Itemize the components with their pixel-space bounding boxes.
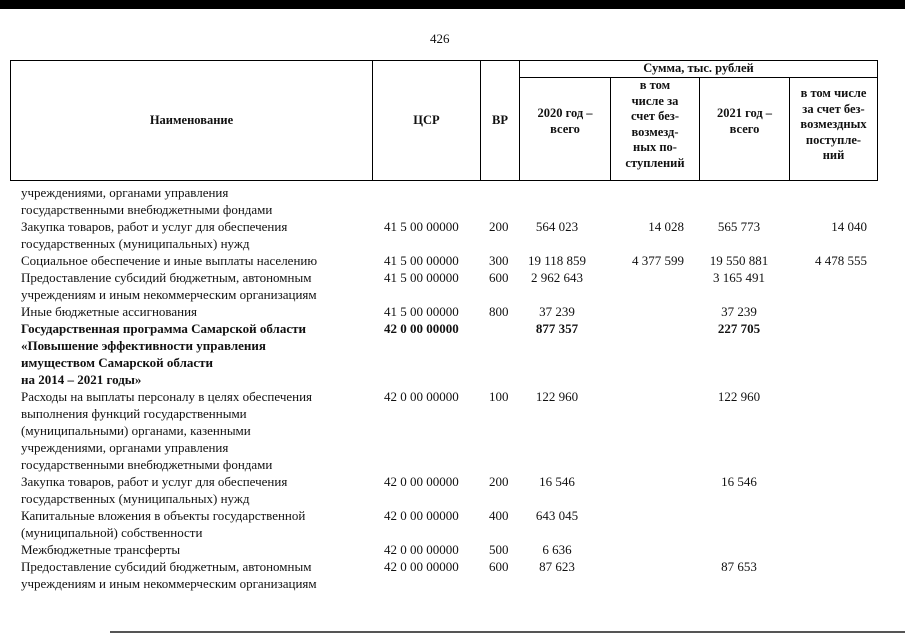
header-right-border xyxy=(877,60,878,181)
row-name-line: Государственная программа Самарской области xyxy=(21,321,306,336)
row-csr-cell: 42 0 00 00000 xyxy=(384,542,459,557)
header-2021-total xyxy=(700,106,789,137)
header-2020-gratuitous-line: числе за xyxy=(631,93,679,108)
header-2021-gratuitous-line: поступле- xyxy=(805,132,862,147)
row-y2020-cell: 643 045 xyxy=(535,508,579,523)
row-name-line: учреждениям и иным некоммерческим организациям xyxy=(21,287,317,302)
row-y2021-cell: 19 550 881 xyxy=(709,253,769,268)
row-y2020-cell: 2 962 643 xyxy=(531,270,583,285)
header-bottom-border xyxy=(10,180,878,181)
row-y2020-cell: 19 118 859 xyxy=(527,253,587,268)
row-name-line: государственных (муниципальных) нужд xyxy=(21,491,250,506)
header-sum-group: Сумма, тыс. рублей xyxy=(643,61,754,75)
row-name-line: государственными внебюджетными фондами xyxy=(21,457,273,472)
header-2021-gratuitous-line: ний xyxy=(822,148,845,162)
header-2020-gratuitous-line: в том xyxy=(639,78,671,92)
header-2020-total xyxy=(520,106,610,137)
row-y2020g-cell: 14 028 xyxy=(648,219,684,234)
header-2020-gratuitous-line: возмезд- xyxy=(631,124,679,139)
row-y2021-cell: 37 239 xyxy=(721,304,757,319)
row-y2021-cell: 227 705 xyxy=(717,321,761,336)
row-csr-cell: 41 5 00 00000 xyxy=(384,270,459,285)
header-2020-total-line: 2020 год – xyxy=(537,106,593,120)
row-name-line: Предоставление субсидий бюджетным, автономным xyxy=(21,559,312,574)
header-2021-gratuitous-line: за счет без- xyxy=(802,101,865,116)
row-y2020-cell: 122 960 xyxy=(535,389,579,404)
row-csr-cell: 41 5 00 00000 xyxy=(384,219,459,234)
row-vr-cell: 500 xyxy=(489,542,509,557)
row-name-line: имуществом Самарской области xyxy=(21,355,214,370)
header-2020-gratuitous-line: ных по- xyxy=(633,140,677,154)
table-header xyxy=(10,60,878,181)
row-name-line: «Повышение эффективности управления xyxy=(21,338,266,353)
row-name-line: выполнения функций государственными xyxy=(21,406,247,421)
row-name-line: Закупка товаров, работ и услуг для обеспечения xyxy=(21,474,288,489)
row-name-line: (муниципальными) органами, казенными xyxy=(21,423,251,438)
row-vr-cell: 600 xyxy=(489,270,509,285)
header-2020-gratuitous-line: счет без- xyxy=(631,109,679,123)
row-y2021-cell: 87 653 xyxy=(721,559,757,574)
header-2021-gratuitous-line: в том числе xyxy=(800,86,867,100)
row-name-line: на 2014 – 2021 годы» xyxy=(21,372,142,387)
row-name-line: государственными внебюджетными фондами xyxy=(21,202,273,217)
row-name-line: учреждениями, органами управления xyxy=(21,440,229,455)
row-vr-cell: 200 xyxy=(489,219,509,234)
row-csr-cell: 42 0 00 00000 xyxy=(384,321,459,336)
row-y2021g-cell: 4 478 555 xyxy=(815,253,867,268)
row-y2021-cell: 16 546 xyxy=(721,474,757,489)
row-y2020-cell: 564 023 xyxy=(535,219,579,234)
row-csr-cell: 42 0 00 00000 xyxy=(384,389,459,404)
row-csr-cell: 41 5 00 00000 xyxy=(384,253,459,268)
row-name-line: государственных (муниципальных) нужд xyxy=(21,236,250,251)
row-name-line: учреждениям и иным некоммерческим организациям xyxy=(21,576,317,591)
row-name-line: Межбюджетные трансферты xyxy=(21,542,181,557)
bottom-scan-line xyxy=(110,631,905,633)
row-csr-cell: 41 5 00 00000 xyxy=(384,304,459,319)
header-2021-total-line: 2021 год – xyxy=(716,106,773,120)
row-name-line: Закупка товаров, работ и услуг для обеспечения xyxy=(21,219,288,234)
row-y2021g-cell: 14 040 xyxy=(831,219,867,234)
row-y2020-cell: 6 636 xyxy=(542,542,572,557)
row-y2021-cell: 122 960 xyxy=(717,389,761,404)
row-name-line: Расходы на выплаты персоналу в целях обеспечения xyxy=(21,389,313,404)
page-number: 426 xyxy=(430,31,450,46)
row-name-line: учреждениями, органами управления xyxy=(21,185,229,200)
row-vr-cell: 200 xyxy=(489,474,509,489)
row-csr-cell: 42 0 00 00000 xyxy=(384,474,459,489)
header-vr: ВР xyxy=(492,113,508,127)
row-name-line: Социальное обеспечение и иные выплаты населению xyxy=(21,253,318,268)
row-name-line: Иные бюджетные ассигнования xyxy=(21,304,198,319)
row-vr-cell: 100 xyxy=(489,389,509,404)
header-2021-total-line: всего xyxy=(729,121,760,136)
row-name-line: Капитальные вложения в объекты государственной xyxy=(21,508,306,523)
header-csr: ЦСР xyxy=(413,113,440,127)
row-y2020g-cell: 4 377 599 xyxy=(632,253,684,268)
header-2020-gratuitous-line: ступлений xyxy=(625,155,685,170)
row-y2020-cell: 87 623 xyxy=(539,559,575,574)
top-scan-border xyxy=(0,0,905,9)
row-y2021-cell: 3 165 491 xyxy=(713,270,765,285)
row-vr-cell: 400 xyxy=(489,508,509,523)
header-2021-gratuitous xyxy=(790,86,877,164)
row-vr-cell: 600 xyxy=(489,559,509,574)
header-2020-total-line: всего xyxy=(550,121,580,136)
row-y2020-cell: 16 546 xyxy=(539,474,575,489)
row-name-line: Предоставление субсидий бюджетным, автономным xyxy=(21,270,312,285)
row-name-line: (муниципальной) собственности xyxy=(21,525,203,540)
row-vr-cell: 800 xyxy=(489,304,509,319)
row-csr-cell: 42 0 00 00000 xyxy=(384,559,459,574)
row-y2021-cell: 565 773 xyxy=(717,219,761,234)
row-y2020-cell: 37 239 xyxy=(539,304,575,319)
row-csr-cell: 42 0 00 00000 xyxy=(384,508,459,523)
row-vr-cell: 300 xyxy=(489,253,509,268)
row-y2020-cell: 877 357 xyxy=(535,321,579,336)
header-2021-gratuitous-line: возмездных xyxy=(800,117,867,131)
header-name: Наименование xyxy=(149,113,234,127)
header-2020-gratuitous xyxy=(611,78,699,171)
